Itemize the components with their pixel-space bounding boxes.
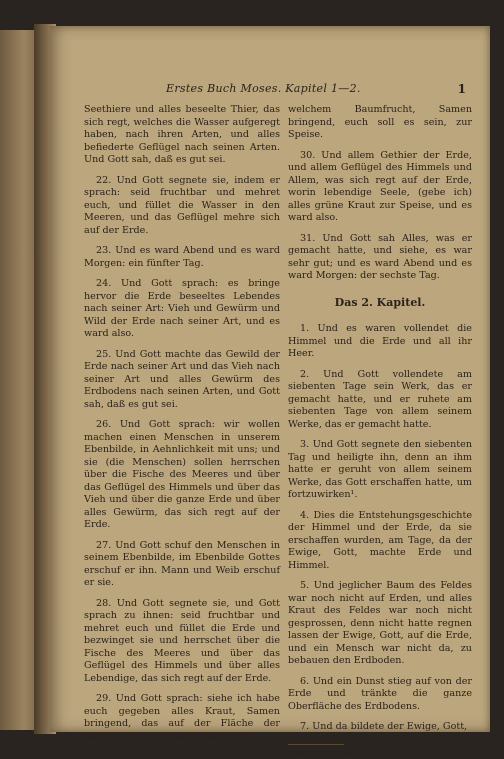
left-column <box>84 104 280 751</box>
verse: Seethiere und alles beseelte Thier, das sich regt, welches die Wasser aufgeregt haben, nach ihren Arten, und alles befiederte Geflügel nach seinen Arten. Und Gott sah, daß es gut sei. <box>84 104 280 165</box>
verse: 28. Und Gott segnete sie, und Gott sprach zu ihnen: seid fruchtbar und mehret euch und füllet die Erde und bezwinget sie und herrschet über die Fische des Meeres und über das Geflügel des Himmels und über alles Lebendige, das sich regt auf der Erde. <box>84 597 280 684</box>
verse: 30. Und allem Gethier der Erde, und allem Geflügel des Himmels und Allem, was sich regt auf der Erde, worin lebendige Seele, (gebe ich) alles grüne Kraut zur Speise, und es ward also. <box>288 149 472 223</box>
verse: 5. Und jeglicher Baum des Feldes war noch nicht auf Erden, und alles Kraut des Feldes war noch nicht gesprossen, denn nicht hatte regnen lassen der Ewige, Gott, auf die Erde, und ein Mensch war nicht da, zu bebauen den Erdboden. <box>288 580 472 666</box>
running-title: Erstes Buch Moses. Kapitel 1—2. <box>166 82 361 95</box>
verse: 26. Und Gott sprach: wir wollen machen einen Menschen in unserem Ebenbilde, in Aehnlichkeit mit uns; und sie (die Menschen) sollen herrschen über die Fische des Meeres und über das Geflügel des Himmels und über das Vieh und über die ganze Erde und über alles Gewürm, das sich regt auf der Erde. <box>84 419 280 530</box>
verse: 24. Und Gott sprach: es bringe hervor die Erde beseeltes Lebendes nach seiner Art: Vieh und Gewürm und Wild der Erde nach seiner Art, und es ward also. <box>84 278 280 339</box>
chapter-heading: Das 2. Kapitel. <box>334 295 426 309</box>
verse: 7. Und da bildete der Ewige, Gott, <box>300 721 468 732</box>
verse: 25. Und Gott machte das Gewild der Erde nach seiner Art und das Vieh nach seiner Art und alles Gewürm des Erdbodens nach seinen Arten, und Gott sah, daß es gut sei. <box>84 348 280 410</box>
verse: 6. Und ein Dunst stieg auf von der Erde und tränkte die ganze Oberfläche des Erdbodens. <box>288 675 472 712</box>
verse: 31. Und Gott sah Alles, was er gemacht hatte, und siehe, es war sehr gut; und es ward Abend und es ward Morgen: der sechste Tag. <box>288 232 472 281</box>
verse: 3. Und Gott segnete den siebenten Tag und heiligte ihn, denn an ihm hatte er geruht von allem seinem Werke, das Gott erschaffen hatte, um fortzuwirken¹. <box>288 439 472 500</box>
footnote: ¹ Nach Aben Esra. <box>288 748 358 758</box>
verse: 27. Und Gott schuf den Menschen in seinem Ebenbilde, im Ebenbilde Gottes erschuf er ihn. Mann und Weib erschuf er sie. <box>84 539 280 588</box>
verse: 4. Dies die Entstehungsgeschichte der Himmel und der Erde, da sie erschaffen wurden, am Tage, da der Ewige, Gott, machte Erde und Himmel. <box>288 509 472 571</box>
verse: welchem Baumfrucht, Samen bringend, euch soll es sein, zur Speise. <box>288 104 472 140</box>
page-number: 1 <box>457 82 466 96</box>
verse: 2. Und Gott vollendete am siebenten Tage sein Werk, das er gemacht hatte, und er ruhete am siebenten Tage von allem seinem Werke, das er gemacht hatte. <box>288 368 472 430</box>
verse: 29. Und Gott sprach: siehe ich habe euch gegeben alles Kraut, Samen bringend, das auf der Fläche der ganzen Erde, und jeden Baum, an <box>84 693 280 742</box>
footnote-rule <box>288 744 344 745</box>
verse: 1. Und es waren vollendet die Himmel und die Erde und all ihr Heer. <box>288 323 472 359</box>
right-column <box>288 104 472 759</box>
verse: 23. Und es ward Abend und es ward Morgen: ein fünfter Tag. <box>84 245 280 269</box>
book-page <box>50 26 490 758</box>
verse: 22. Und Gott segnete sie, indem er sprach: seid fruchtbar und mehret euch, und füllet die Wasser in den Meeren, und das Geflügel mehre sich auf der Erde. <box>84 174 280 236</box>
running-header <box>50 82 490 102</box>
